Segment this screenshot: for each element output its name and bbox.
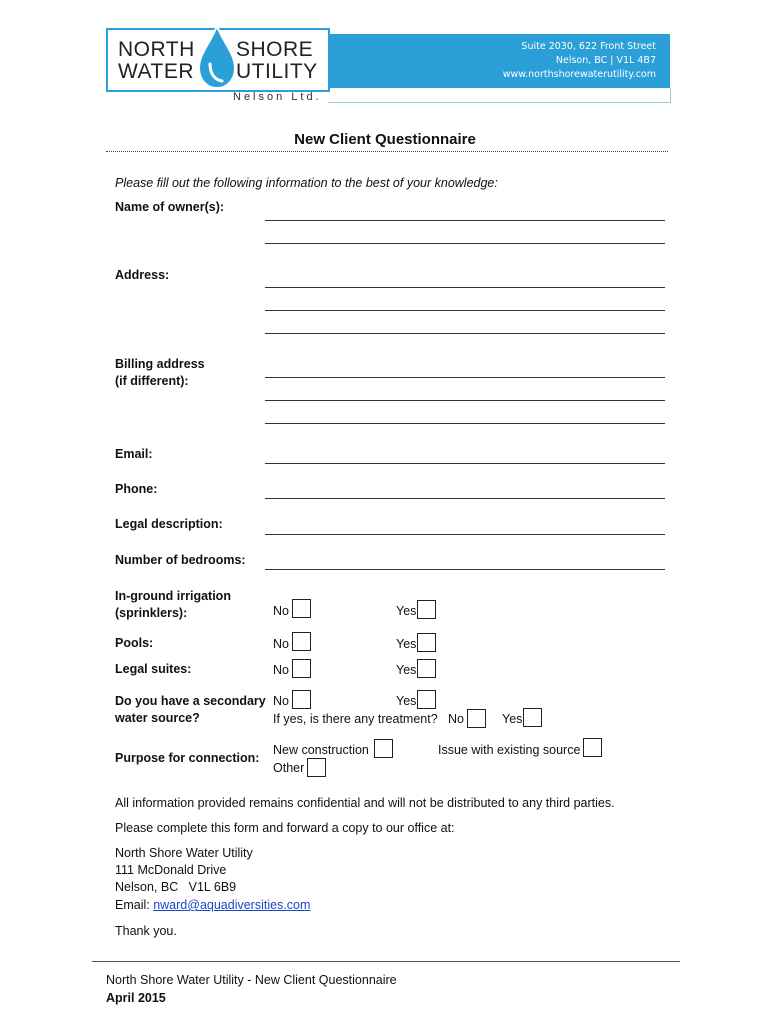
office-name: North Shore Water Utility — [115, 846, 253, 860]
email-field-line[interactable] — [265, 463, 665, 464]
bedrooms-field-line[interactable] — [265, 569, 665, 570]
legal-suites-label: Legal suites: — [115, 662, 192, 676]
treatment-no-label: No — [448, 712, 464, 726]
purpose-new-construction-checkbox[interactable] — [374, 739, 393, 758]
suites-yes-checkbox[interactable] — [417, 659, 436, 678]
secondary-yes-label: Yes — [396, 694, 417, 708]
address-label: Address: — [115, 268, 170, 282]
suites-no-checkbox[interactable] — [292, 659, 311, 678]
email-label: Email: — [115, 447, 153, 461]
title-divider — [106, 151, 668, 152]
company-logo — [106, 28, 330, 92]
logo-word-water: WATER — [118, 60, 194, 83]
office-city: Nelson, BC V1L 6B9 — [115, 880, 237, 894]
billing-field-line-2[interactable] — [265, 400, 665, 401]
billing-label-note: (if different): — [115, 374, 189, 388]
logo-word-shore: SHORE — [236, 38, 314, 61]
suites-yes-label: Yes — [396, 663, 417, 677]
owner-field-line-2[interactable] — [265, 243, 665, 244]
billing-field-line-3[interactable] — [265, 423, 665, 424]
header-banner — [328, 34, 670, 88]
page-title: New Client Questionnaire — [294, 131, 476, 148]
secondary-source-label-note: water source? — [115, 711, 200, 725]
office-street: 111 McDonald Drive — [115, 863, 227, 877]
secondary-yes-checkbox[interactable] — [417, 690, 436, 709]
purpose-other-checkbox[interactable] — [307, 758, 326, 777]
address-field-line-2[interactable] — [265, 310, 665, 311]
purpose-new-construction-label: New construction — [273, 743, 369, 757]
logo-word-north: NORTH — [118, 38, 195, 61]
treatment-no-checkbox[interactable] — [467, 709, 486, 728]
pools-yes-checkbox[interactable] — [417, 633, 436, 652]
office-email-prefix: Email: — [115, 898, 154, 912]
company-city-address: Nelson, BC | V1L 4B7 — [555, 55, 656, 66]
legal-description-label: Legal description: — [115, 517, 223, 531]
irrigation-no-checkbox[interactable] — [292, 599, 311, 618]
owner-label: Name of owner(s): — [115, 200, 225, 214]
footer-date: April 2015 — [106, 991, 166, 1005]
treatment-yes-checkbox[interactable] — [523, 708, 542, 727]
secondary-no-checkbox[interactable] — [292, 690, 311, 709]
logo-word-utility: UTILITY — [236, 60, 318, 83]
thank-you-text: Thank you. — [115, 924, 177, 938]
purpose-existing-source-label: Issue with existing source — [438, 743, 581, 757]
irrigation-yes-label: Yes — [396, 604, 417, 618]
billing-field-line-1[interactable] — [265, 377, 665, 378]
treatment-yes-label: Yes — [502, 712, 523, 726]
irrigation-label-note: (sprinklers): — [115, 606, 188, 620]
pools-no-checkbox[interactable] — [292, 632, 311, 651]
submission-instructions: Please complete this form and forward a copy to our office at: — [115, 821, 455, 835]
irrigation-no-label: No — [273, 604, 289, 618]
purpose-existing-source-checkbox[interactable] — [583, 738, 602, 757]
address-field-line-1[interactable] — [265, 287, 665, 288]
office-email-line — [115, 897, 310, 914]
office-email-link[interactable]: nward@aquadiversities.com — [153, 898, 311, 912]
phone-field-line[interactable] — [265, 498, 665, 499]
address-field-line-3[interactable] — [265, 333, 665, 334]
pools-label: Pools: — [115, 636, 154, 650]
header-rule — [328, 88, 671, 103]
pools-yes-label: Yes — [396, 637, 417, 651]
logo-subtitle: Nelson Ltd. — [233, 91, 322, 103]
treatment-question: If yes, is there any treatment? — [273, 712, 438, 726]
billing-label: Billing address — [115, 357, 205, 371]
phone-label: Phone: — [115, 482, 158, 496]
suites-no-label: No — [273, 663, 289, 677]
bedrooms-label: Number of bedrooms: — [115, 553, 246, 567]
secondary-no-label: No — [273, 694, 289, 708]
company-street-address: Suite 2030, 622 Front Street — [521, 41, 656, 52]
footer-divider — [92, 961, 680, 962]
purpose-other-label: Other — [273, 761, 305, 775]
company-website: www.northshorewaterutility.com — [502, 69, 656, 80]
water-drop-icon — [197, 24, 237, 90]
footer-document-name: North Shore Water Utility - New Client Questionnaire — [106, 973, 397, 987]
purpose-label: Purpose for connection: — [115, 751, 260, 765]
intro-text: Please fill out the following information to the best of your knowledge: — [115, 176, 498, 190]
pools-no-label: No — [273, 637, 289, 651]
secondary-source-label: Do you have a secondary — [115, 694, 266, 708]
owner-field-line-1[interactable] — [265, 220, 665, 221]
irrigation-label: In-ground irrigation — [115, 589, 231, 603]
irrigation-yes-checkbox[interactable] — [417, 600, 436, 619]
legal-description-field-line[interactable] — [265, 534, 665, 535]
confidentiality-notice: All information provided remains confidential and will not be distributed to any third parties. — [115, 796, 615, 810]
